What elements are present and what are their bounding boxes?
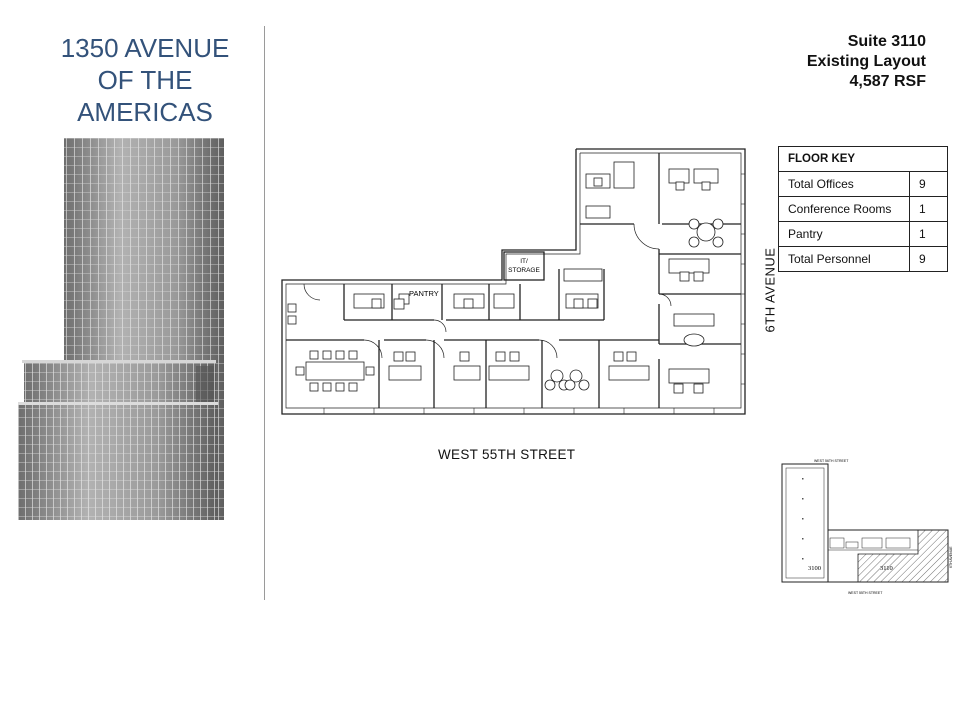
room-label-it-storage: STORAGE <box>508 267 540 274</box>
key-plan-suite-right: 3110 <box>880 565 893 572</box>
floor-key-value: 9 <box>910 172 948 197</box>
avenue-label-east: 6TH AVENUE <box>762 247 778 333</box>
suite-area: 4,587 RSF <box>849 73 926 90</box>
room-label-it-storage: IT/ <box>520 258 528 265</box>
key-plan-suite-left: 3100 <box>808 565 821 572</box>
suite-layout: Existing Layout <box>806 53 926 70</box>
floor-key-label: Total Personnel <box>779 247 910 272</box>
table-row <box>779 222 948 247</box>
room-label-pantry: PANTRY <box>409 289 439 298</box>
building-title-line: 1350 AVENUE <box>60 33 230 63</box>
key-plan-street-north: WEST 56TH STREET <box>814 459 849 463</box>
suite-header <box>807 32 926 92</box>
floor-plan <box>274 144 754 419</box>
street-label-south: WEST 55TH STREET <box>438 447 576 462</box>
floor-key-value: 1 <box>910 222 948 247</box>
suite-name: Suite 3110 <box>847 33 926 50</box>
building-title-line: AMERICAS <box>77 97 213 127</box>
building-title-line: OF THE <box>97 65 193 95</box>
table-row <box>779 197 948 222</box>
floor-key-label: Total Offices <box>779 172 910 197</box>
table-row <box>779 172 948 197</box>
floor-key-label: Conference Rooms <box>779 197 910 222</box>
table-row <box>779 247 948 272</box>
floor-key-value: 1 <box>910 197 948 222</box>
key-plan <box>778 458 954 598</box>
floor-key-label: Pantry <box>779 222 910 247</box>
floor-key-header-row <box>779 147 948 172</box>
floor-key-header: FLOOR KEY <box>779 147 948 172</box>
floor-key-value: 9 <box>910 247 948 272</box>
key-plan-street-south: WEST 55TH STREET <box>848 591 883 595</box>
floor-key-table <box>778 146 948 272</box>
key-plan-avenue: 6TH AVENUE <box>949 546 953 568</box>
building-tower-image <box>18 138 228 520</box>
building-title <box>30 32 260 128</box>
vertical-divider <box>264 26 265 600</box>
